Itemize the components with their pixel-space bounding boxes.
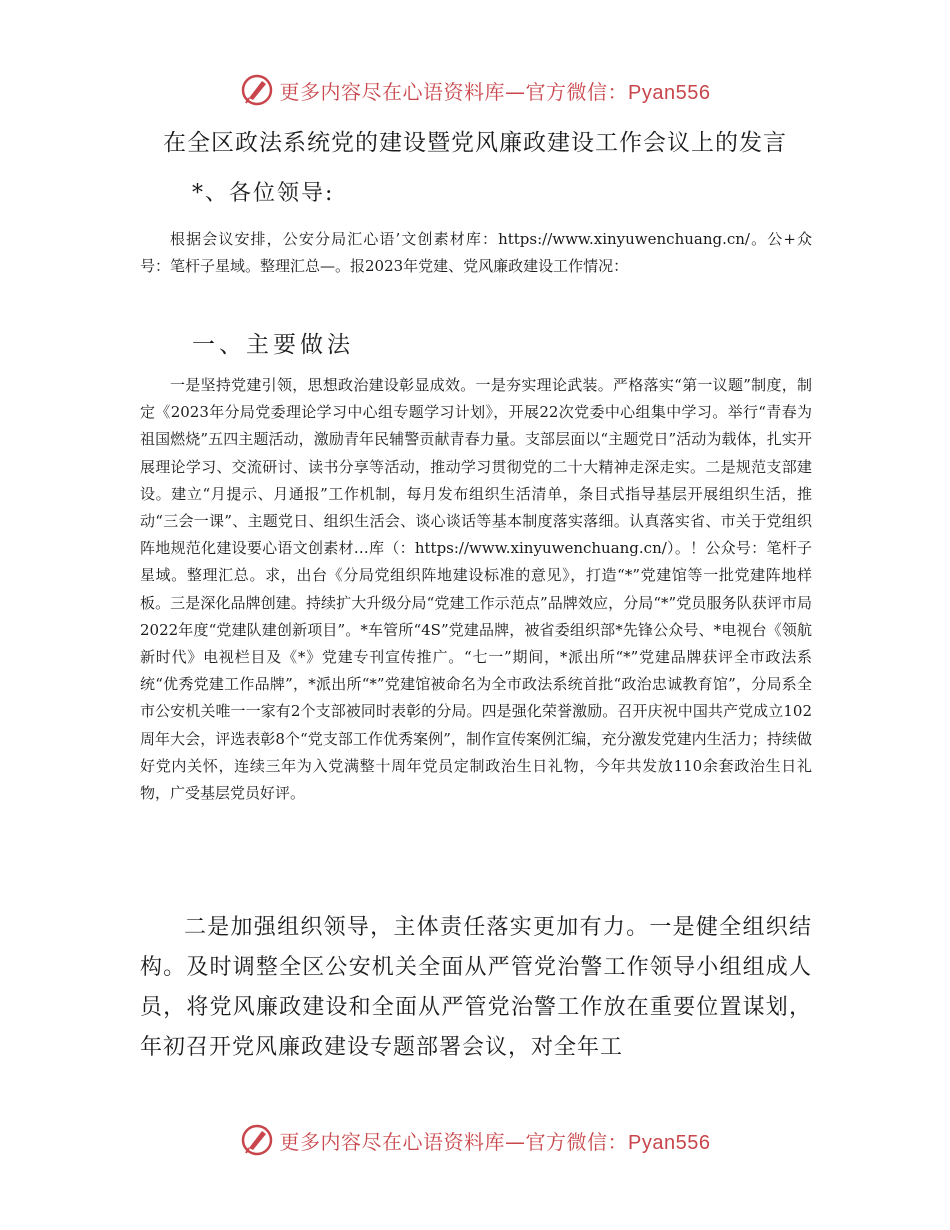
footer-watermark bbox=[0, 1120, 950, 1160]
intro-paragraph: 根据会议安排，公安分局汇心语’文创素材库：https://www.xinyuwenchuang.cn/。公+众号：笔杆子星域。整理汇总—。报2023年党建、党风廉政建设工作情况： bbox=[140, 230, 812, 275]
body-paragraph-large: 二是加强组织领导，主体责任落实更加有力。一是健全组织结构。及时调整全区公安机关全面从严管党治警工作领导小组组成人员，将党风廉政建设和全面从严管党治警工作放在重要位置谋划，年初召开党风廉政建设专题部署会议，对全年工 bbox=[140, 915, 812, 1060]
salutation: *、各位领导: bbox=[192, 181, 335, 206]
quill-logo-icon bbox=[240, 73, 274, 107]
document-title: 在全区政法系统党的建设暨党风廉政建设工作会议上的发言 bbox=[163, 130, 787, 156]
quill-logo-icon bbox=[240, 1123, 274, 1157]
watermark-text: 更多内容尽在心语资料库—官方微信：Pyan556 bbox=[279, 79, 711, 104]
header-watermark bbox=[0, 70, 950, 110]
watermark-text: 更多内容尽在心语资料库—官方微信：Pyan556 bbox=[279, 1129, 711, 1154]
section-heading: 一、主要做法 bbox=[192, 332, 354, 358]
body-paragraph: 一是坚持党建引领，思想政治建设彰显成效。一是夯实理论武装。严格落实“第一议题”制度，制定《2023年分局党委理论学习中心组专题学习计划》，开展22次党委中心组集中学习。举行“青春为祖国燃烧”五四主题活动，激励青年民辅警贡献青春力量。支部层面以“主题党日”活动为载体，扎实开展理论学习、交流研讨、读书分享等活动，推动学习贯彻党的二十大精神走深走实。二是规范支部建设。建立“月提示、月通报”工作机制，每月发布组织生活清单，条目式指导基层开展组织生活，推动“三会一课”、主题党日、组织生活会、谈心谈话等基本制度落实落细。认真落实省、市关于党组织阵地规范化建设要心语文创素材…库（：https://www.xinyuwenchuang.cn/）。！公众号：笔杆子星域。整理汇总。求，出台《分局党组织阵地建设标准的意见》，打造“*”党建馆等一批党建阵地样板。三是深化品牌创建。持续扩大升级分局“党建工作示范点”品牌效应，分局“*”党员服务队获评市局2022年度“党建队建创新项目”。*车管所“4S”党建品牌，被省委组织部*先锋公众号、*电视台《领航新时代》电视栏目及《*》党建专刊宣传推广。“七一”期间，*派出所“*”党建品牌获评全市政法系统“优秀党建工作品牌”，*派出所“*”党建馆被命名为全市政法系统首批“政治忠诚教育馆”，分局系全市公安机关唯一一家有2个支部被同时表彰的分局。四是强化荣誉激励。召开庆祝中国共产党成立102周年大会，评选表彰8个“党支部工作优秀案例”，制作宣传案例汇编，充分激发党建内生活力；持续做好党内关怀，连续三年为入党满整十周年党员定制政治生日礼物，今年共发放110余套政治生日礼物，广受基层党员好评。 bbox=[140, 376, 812, 803]
